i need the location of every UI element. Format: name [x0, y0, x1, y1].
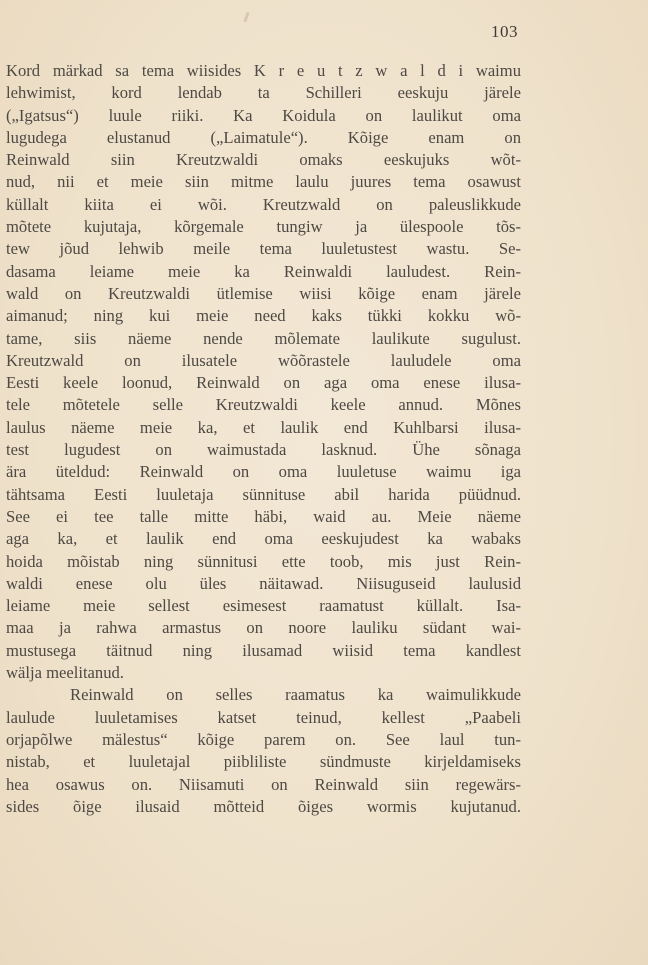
page-number: 103 [491, 22, 518, 41]
text-line: laulude luuletamises katset teinud, kellest „Paabeli [6, 707, 521, 727]
text-line: waldi enese olu üles näitawad. Niisuguseid laulusid [6, 573, 521, 593]
text-line: tähtsama Eesti luuletaja sünnituse abil harida püüdnud. [6, 484, 521, 504]
paragraph-end-line: wälja meelitanud. [6, 663, 124, 683]
text-line: orjapõlwe mälestus“ kõige parem on. See laul tun- [6, 729, 521, 749]
text-line: lugudega elustanud („Laimatule“). Kõige enam on [6, 127, 521, 147]
text-line: lehwimist, kord lendab ta Schilleri eeskuju järele [6, 83, 521, 103]
text-line: laulus näeme meie ka, et laulik end Kuhlbarsi ilusa- [6, 417, 521, 437]
text-line: ära üteldud: Reinwald on oma luuletuse waimu iga [6, 462, 521, 482]
text-line: Kreutzwald on ilusatele wõõrastele lauludele oma [6, 350, 521, 370]
text-line: tame, siis näeme nende mõlemate laulikute sugulust. [6, 328, 521, 348]
text-line: Reinwald siin Kreutzwaldi omaks eeskujuks wõt- [6, 150, 521, 170]
text-line: mustusega täitnud ning ilusamad wiisid tema kandlest [6, 640, 521, 660]
text-line: test lugudest on waimustada lasknud. Ühe sõnaga [6, 440, 521, 460]
body-text [6, 60, 521, 818]
text-line: dasama leiame meie ka Reinwaldi lauludest. Rein- [6, 261, 521, 281]
text-line: leiame meie sellest esimesest raamatust küllalt. Isa- [6, 596, 521, 616]
paragraph-start-line: Reinwald on selles raamatus ka waimulikkude [70, 685, 521, 705]
text-line: aimanud; ning kui meie need kaks tükki kokku wõ- [6, 306, 521, 326]
text-line: tew jõud lehwib meile tema luuletustest wastu. Se- [6, 239, 521, 259]
text-line: Kord märkad sa tema wiisides K r e u t z w a l d i waimu [6, 61, 521, 80]
text-line: hoida mõistab ning sünnitusi ette toob, mis just Rein- [6, 551, 521, 571]
text-line: küllalt kiita ei wõi. Kreutzwald on paleuslikkude [6, 194, 521, 214]
text-line: wald on Kreutzwaldi ütlemise wiisi kõige enam järele [6, 283, 521, 303]
text-line: Eesti keele loonud, Reinwald on aga oma enese ilusa- [6, 373, 521, 393]
text-line: hea osawus on. Niisamuti on Reinwald siin regewärs- [6, 774, 521, 794]
text-line: mõtete kujutaja, kõrgemale tungiw ja ülespoole tõs- [6, 217, 521, 237]
text-line: nistab, et luuletajal piibliliste sündmuste kirjeldamiseks [6, 752, 521, 772]
text-line: („Igatsus“) luule riiki. Ka Koidula on laulikut oma [6, 105, 521, 125]
text-line: nud, nii et meie siin mitme laulu juures tema osawust [6, 172, 521, 192]
text-line: See ei tee talle mitte häbi, waid au. Meie näeme [6, 506, 521, 526]
paper-blemish [243, 12, 249, 22]
text-line: tele mõtetele selle Kreutzwaldi keele annud. Mõnes [6, 395, 521, 415]
text-line: sides õige ilusaid mõtteid õiges wormis kujutanud. [6, 796, 521, 816]
text-line: aga ka, et laulik end oma eeskujudest ka wabaks [6, 529, 521, 549]
text-line: maa ja rahwa armastus on noore lauliku südant wai- [6, 618, 521, 638]
